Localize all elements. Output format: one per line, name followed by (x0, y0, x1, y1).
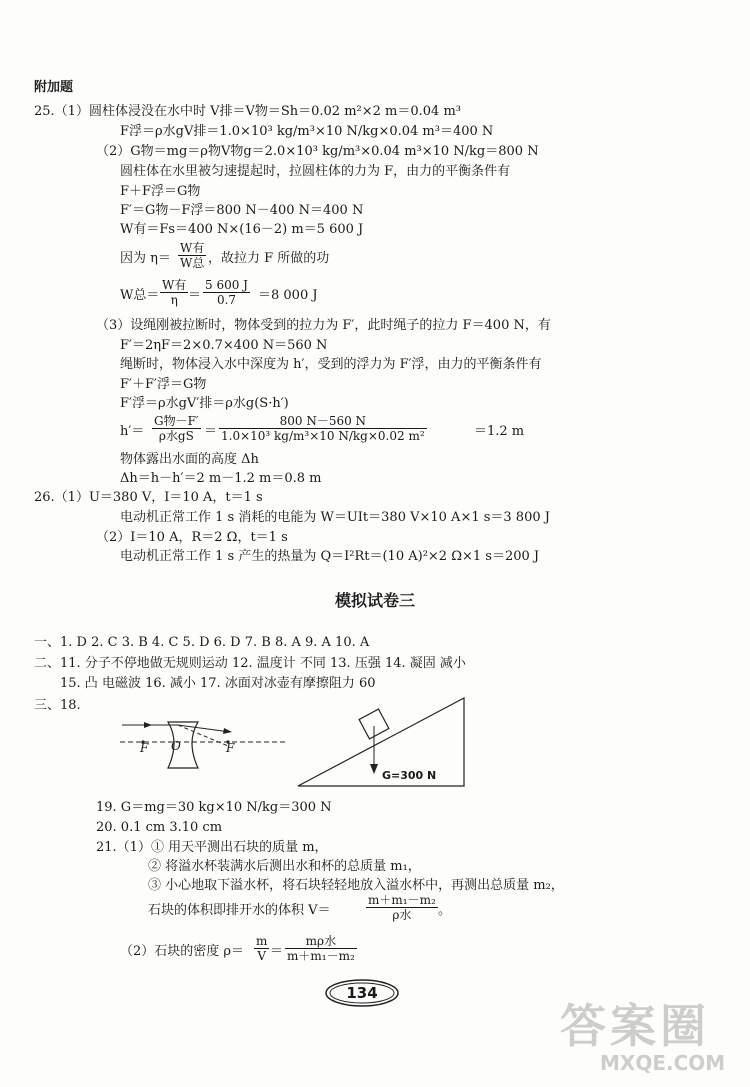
h-fraction-2 (219, 414, 427, 443)
h-prefix: h′＝ (120, 424, 145, 439)
incline-diagram (296, 692, 466, 792)
eta-suffix: ，故拉力 F 所做的功 (208, 251, 330, 266)
h-suffix: ＝1.2 m (474, 424, 525, 439)
volume-fraction (366, 893, 438, 922)
answer-line: W有＝Fs＝400 N×(16－2) m＝5 600 J (120, 222, 364, 237)
answer-line: 电动机正常工作 1 s 消耗的电能为 W＝UIt＝380 V×10 A×1 s＝3 800 J (120, 510, 550, 525)
density-fraction-1 (254, 934, 269, 963)
answer-line: （2）I＝10 A，R＝2 Ω，t＝1 s (96, 530, 288, 545)
answer-line: F＋F浮＝G物 (120, 184, 201, 199)
density-numerator-1: m (256, 934, 268, 948)
density-denominator-2: m＋m₁－m₂ (287, 949, 355, 963)
answer-line: F′浮＝ρ水gV′排＝ρ水g(S·h′) (120, 396, 289, 411)
wtotal-numerator-1: W有 (162, 278, 187, 292)
wtotal-fraction-1 (160, 278, 188, 307)
wtotal-suffix: ＝8 000 J (258, 288, 318, 303)
answer-line: 二、11. 分子不停地做无规则运动 12. 温度计 不同 13. 压强 14. 凝固 减小 (34, 656, 466, 671)
answer-line: ② 将溢水杯装满水后测出水和杯的总质量 m₁， (148, 859, 421, 874)
watermark-logo-text: 答案圈 (560, 999, 710, 1053)
eta-prefix: 因为 η＝ (120, 251, 171, 266)
answer-line: F浮＝ρ水gV排＝1.0×10³ kg/m³×10 N/kg×0.04 m³＝400 N (120, 124, 494, 139)
lens-center-label: O (171, 739, 181, 753)
page-heading: 附加题 (34, 80, 74, 95)
eta-numerator: W有 (180, 241, 205, 255)
answer-line: ③ 小心地取下溢水杯，将石块轻轻地放入溢水杯中，再测出总质量 m₂， (148, 878, 564, 893)
density-equals: ＝ (270, 944, 284, 959)
h-fraction-1 (152, 414, 201, 443)
watermark-url: MXQE.COM (600, 1051, 726, 1075)
incline-weight-label: G=300 N (382, 769, 437, 782)
answer-line: 20. 0.1 cm 3.10 cm (96, 820, 223, 835)
lens-focus-right-label: F (226, 741, 235, 755)
h-numerator-1: G物－F′ (154, 414, 199, 428)
answer-line: 一、1. D 2. C 3. B 4. C 5. D 6. D 7. B 8. A 9. A 10. A (34, 635, 370, 650)
wtotal-equals: ＝ (188, 288, 202, 303)
answer-line: Δh＝h－h′＝2 m－1.2 m＝0.8 m (120, 471, 322, 486)
answer-line: 19. G＝mg＝30 kg×10 N/kg＝300 N (96, 800, 332, 815)
lens-focus-left-label: F (140, 741, 149, 755)
answer-line: （3）设绳刚被拉断时，物体受到的拉力为 F′，此时绳子的拉力 F＝400 N，有 (96, 318, 551, 333)
answer-line: 电动机正常工作 1 s 产生的热量为 Q＝I²Rt＝(10 A)²×2 Ω×1 s＝200 J (120, 549, 540, 564)
answer-line: F′＝2ηF＝2×0.7×400 N＝560 N (120, 338, 328, 353)
answer-line: 绳断时，物体浸入水中深度为 h′，受到的浮力为 F′浮，由力的平衡条件有 (120, 357, 542, 372)
watermark (560, 1000, 725, 1074)
wtotal-denominator-1: η (170, 293, 178, 307)
answer-line: （2）G物＝mg＝ρ物V物g＝2.0×10³ kg/m³×0.04 m³×10 N/kg＝800 N (96, 144, 539, 159)
wtotal-prefix: W总＝ (120, 288, 160, 303)
volume-suffix: 。 (438, 903, 452, 918)
h-numerator-2: 800 N－560 N (219, 414, 427, 429)
answer-line: 25.（1）圆柱体浸没在水中时 V排＝V物＝Sh＝0.02 m²×2 m＝0.04 m³ (34, 104, 461, 119)
density-denominator-1: V (257, 949, 267, 963)
volume-numerator: m＋m₁－m₂ (368, 893, 436, 907)
answer-line: 物体露出水面的高度 Δh (120, 452, 259, 467)
volume-denominator: ρ水 (392, 908, 412, 922)
density-numerator-2: mρ水 (285, 934, 357, 949)
answer-line: 圆柱体在水里被匀速提起时，拉圆柱体的力为 F，由力的平衡条件有 (120, 164, 511, 179)
answer-line: 15. 凸 电磁波 16. 减小 17. 冰面对冰壶有摩擦阻力 60 (60, 676, 376, 691)
answer-line: F′＋F′浮＝G物 (120, 377, 207, 392)
volume-prefix: 石块的体积即排开水的体积 V＝ (148, 903, 331, 918)
h-denominator-2: 1.0×10³ kg/m³×10 N/kg×0.02 m² (221, 429, 425, 443)
density-fraction-2 (285, 934, 357, 963)
wtotal-numerator-2: 5 600 J (205, 278, 248, 292)
eta-denominator: W总 (180, 256, 205, 270)
section-title: 模拟试卷三 (334, 591, 415, 610)
answer-line: F′＝G物－F浮＝800 N－400 N＝400 N (120, 203, 364, 218)
answer-line: 三、18. (34, 698, 81, 713)
eta-fraction (178, 241, 206, 270)
answer-line: 26.（1）U＝380 V，I＝10 A，t＝1 s (34, 490, 263, 505)
h-denominator-1: ρ水gS (158, 429, 194, 443)
h-equals: ＝ (204, 424, 218, 439)
density-prefix: （2）石块的密度 ρ＝ (120, 944, 245, 959)
answer-line: 21.（1）① 用天平测出石块的质量 m， (96, 840, 328, 855)
wtotal-fraction-2 (203, 278, 250, 307)
wtotal-denominator-2: 0.7 (216, 293, 237, 307)
page-number: 134 (346, 984, 378, 1002)
